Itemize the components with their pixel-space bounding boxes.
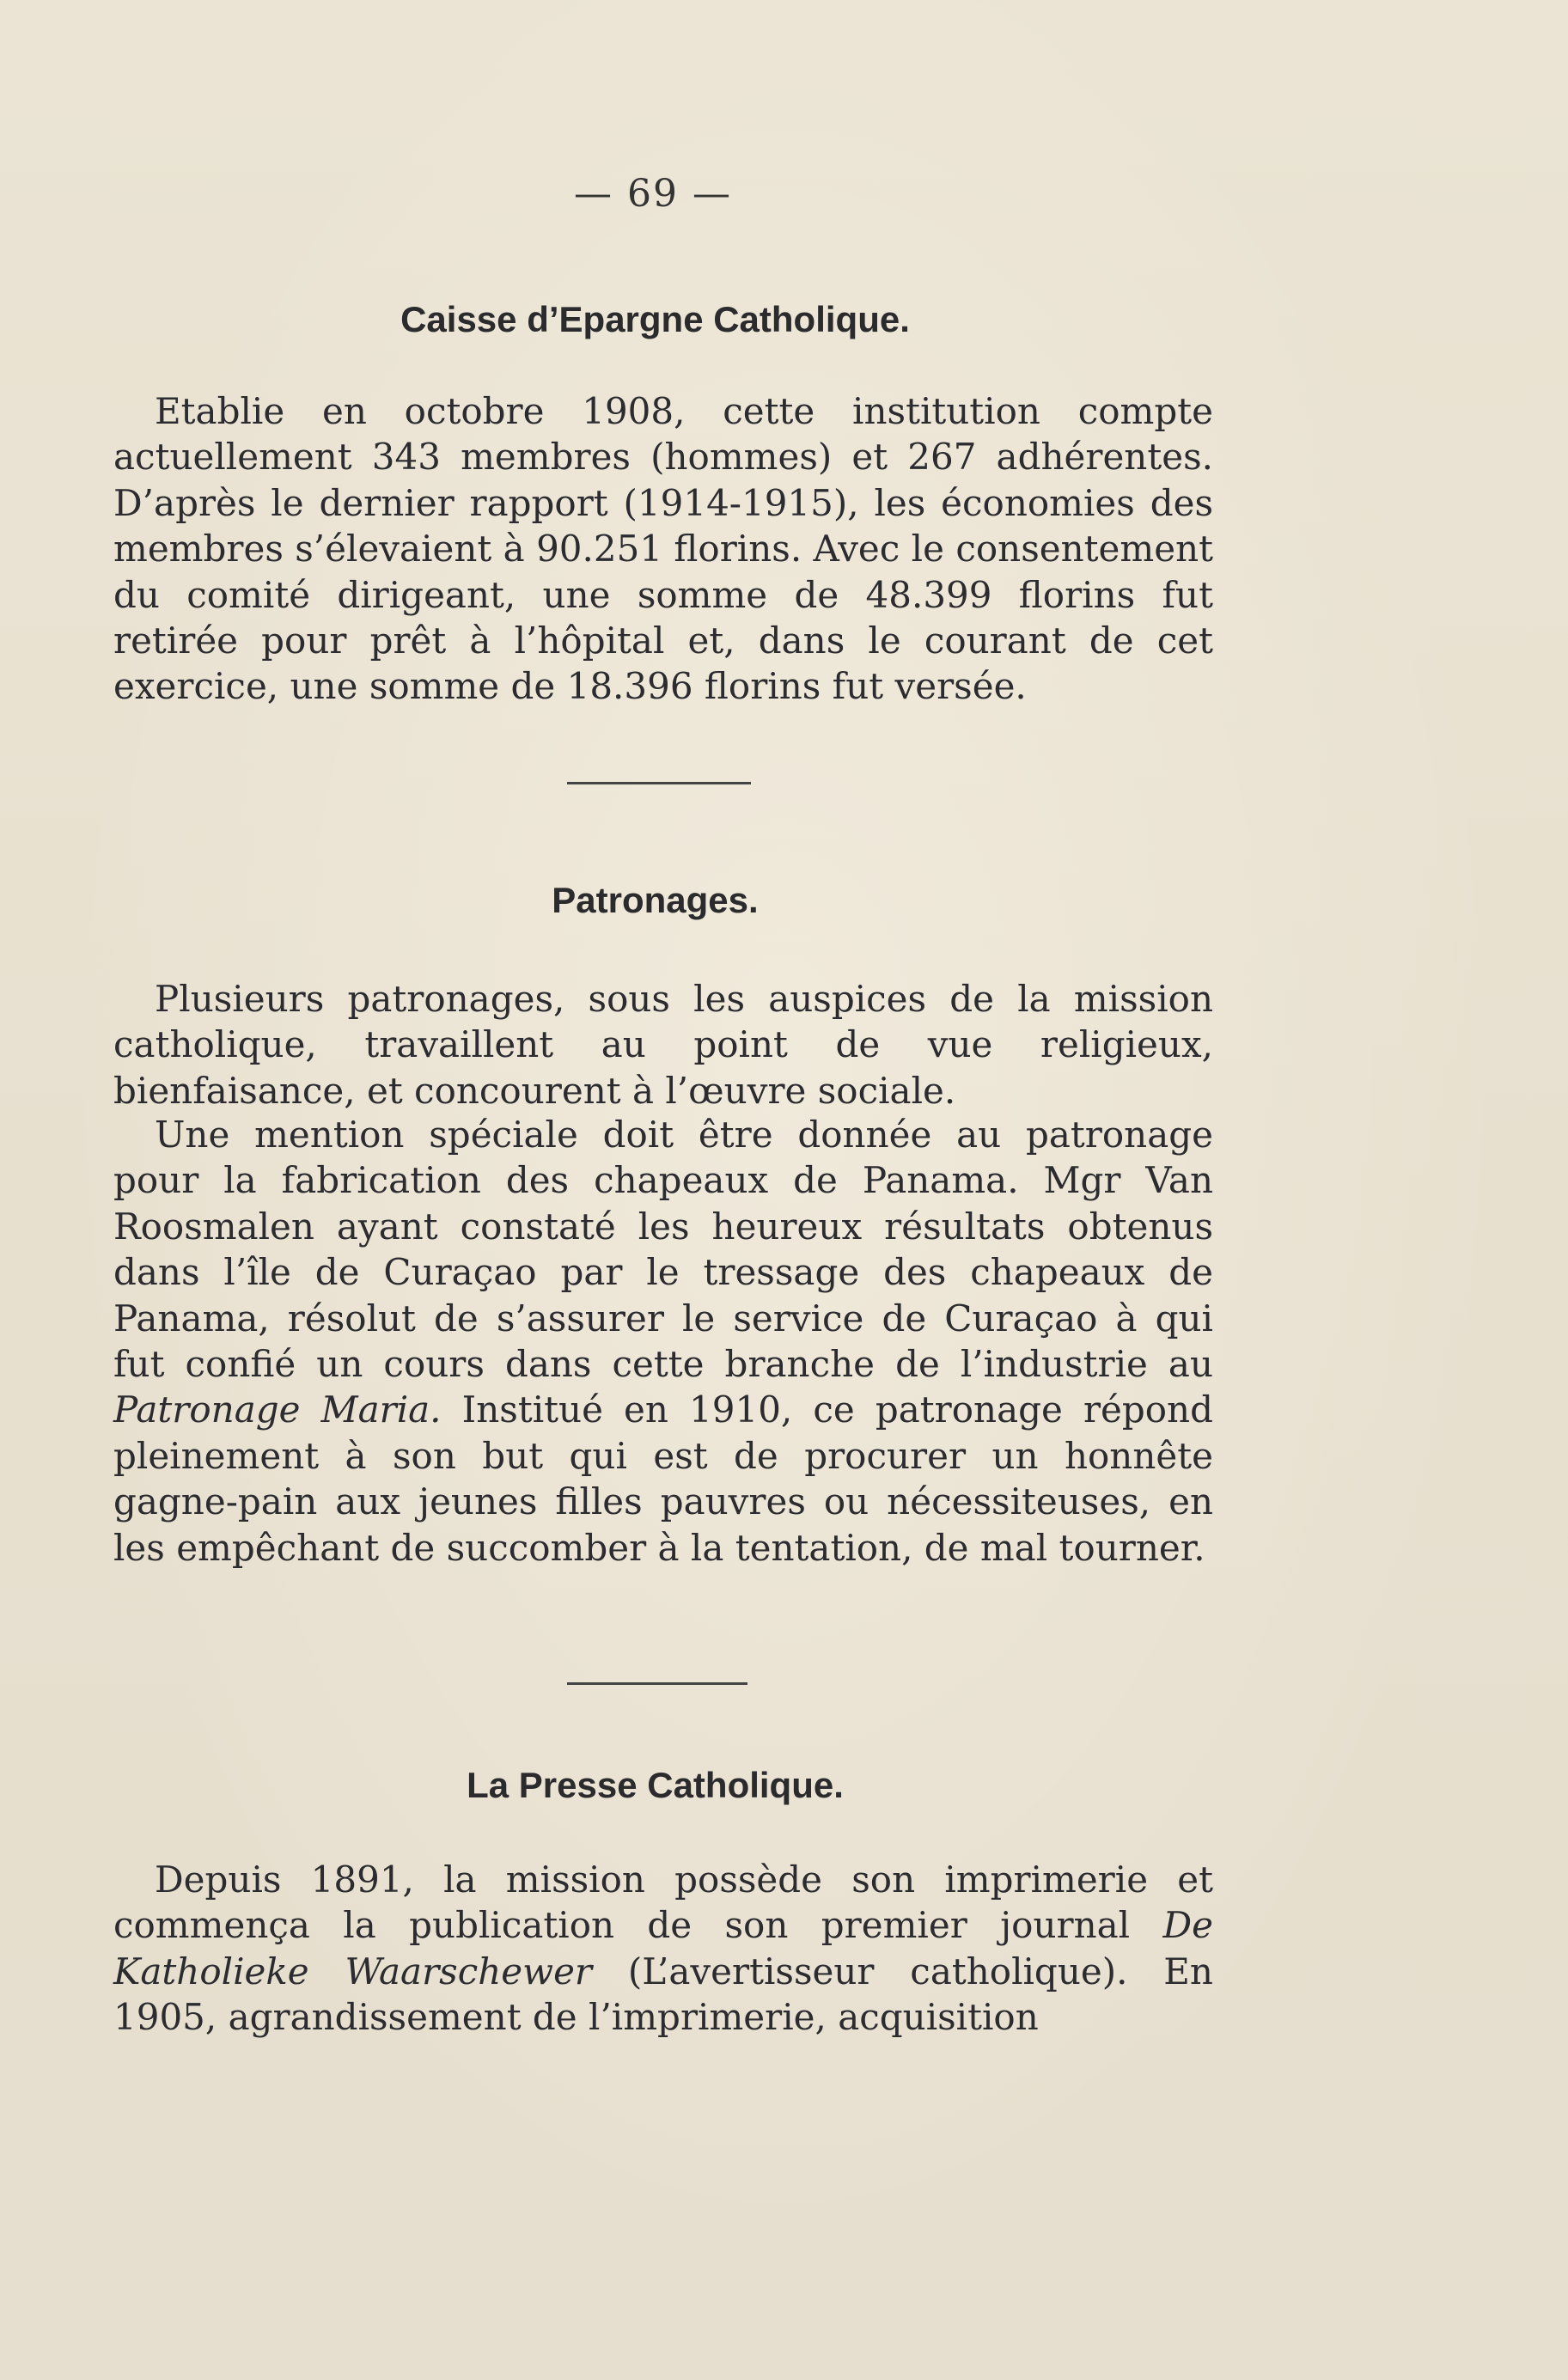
paragraph-patronage-panama (113, 1112, 1213, 1571)
page-number: — 69 — (574, 172, 732, 216)
section-heading-caisse-epargne: Caisse d’Epargne Catholique. (400, 299, 910, 339)
paragraph-text: Depuis 1891, la mission possède son imprimerie et commença la publication de son premier journal (113, 1858, 1213, 1947)
section-divider (567, 782, 751, 784)
paragraph-patronages-intro: Plusieurs patronages, sous les auspices de la mission catholique, travaillent au point de vue religieux, bienfaisance, et concourent à l’œuvre sociale. (113, 978, 1213, 1112)
italic-title: Patronage Maria. (113, 1388, 442, 1431)
paragraph-caisse-epargne: Etablie en octobre 1908, cette institution compte actuellement 343 membres (hommes) et 267 adhérentes. D’après le dernier rapport (1914-1915), les économies des membres s’élevaient à 90.251 florins. Avec le consentement du comité dirigeant, une somme de 48.399 florins fut retirée pour prêt à l’hôpital et, dans le courant de cet exercice, une somme de 18.396 florins fut versée. (113, 390, 1213, 708)
paragraph-text: Institué en 1910, ce patronage répond pleinement à son but qui est de procurer un honnête gagne-pain aux jeunes filles pauvres ou nécessiteuses, en les empêchant de succomber à la tentation, de mal tourner. (113, 1388, 1213, 1569)
section-heading-presse-catholique: La Presse Catholique. (467, 1765, 844, 1805)
paragraph-presse-catholique (113, 1857, 1213, 2041)
italic-title: De Katholieke Waarschewer (113, 1904, 1213, 1992)
paragraph-text: (L’avertisseur catholique). En 1905, agrandissement de l’imprimerie, acquisition (113, 1950, 1213, 2039)
paragraph-text: Une mention spéciale doit être donnée au patronage pour la fabrication des chapeaux de Panama. Mgr Van Roosmalen ayant constaté les heureux résultats obtenus dans l’île de Curaçao par le tressage des chapeaux de Panama, résolut de s’assurer le service de Curaçao à qui fut confié un cours dans cette branche de l’industrie au (113, 1114, 1213, 1386)
section-divider (567, 1682, 747, 1685)
section-heading-patronages: Patronages. (552, 880, 759, 920)
